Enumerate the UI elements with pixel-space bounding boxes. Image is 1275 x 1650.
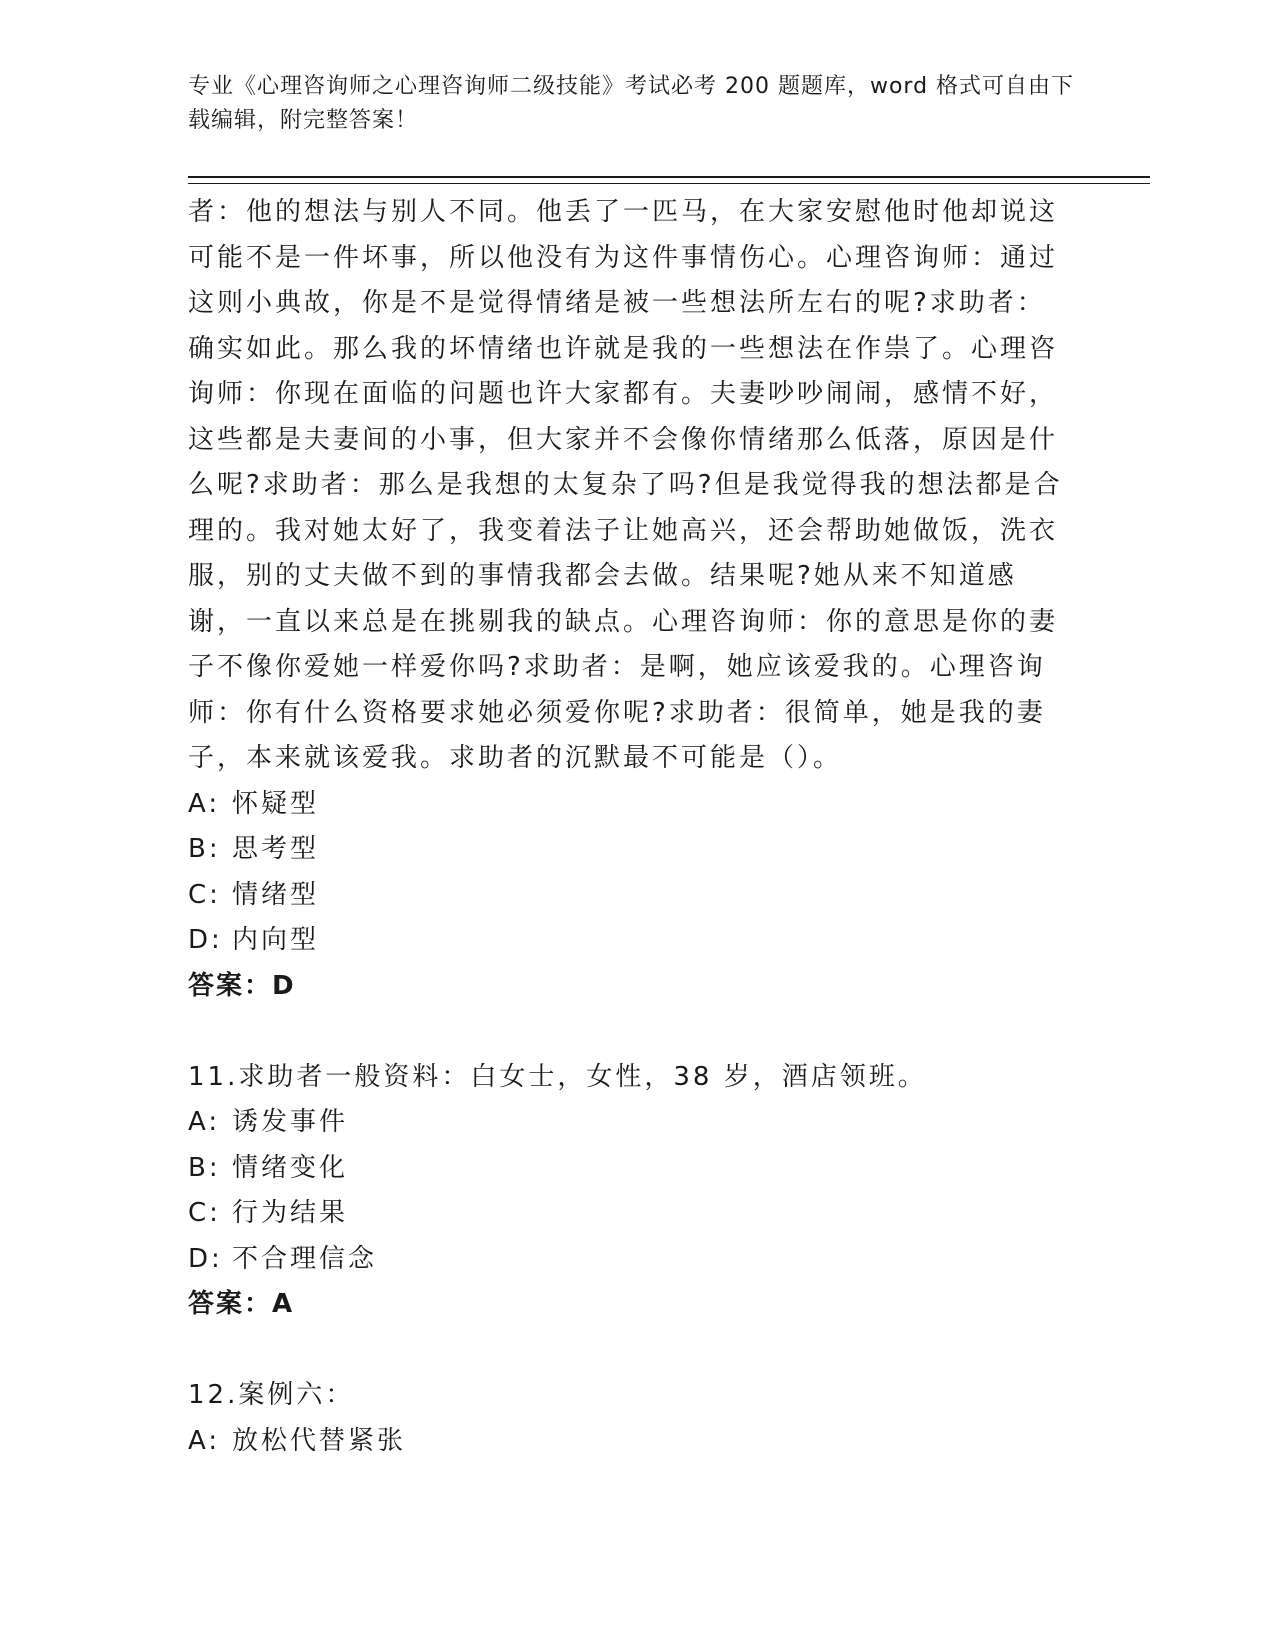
option-text: 思考型 <box>232 834 320 864</box>
header-title: 专业《心理咨询师之心理咨询师二级技能》考试必考 200 题题库，word 格式可自由下载编辑，附完整答案！ <box>188 74 1075 133</box>
header-divider-thick <box>188 176 1150 178</box>
option-a <box>188 1419 1068 1465</box>
document-header <box>188 70 1088 138</box>
question-text: 11.求助者一般资料：白女士，女性，38 岁，酒店领班。 <box>188 1061 927 1092</box>
option-b <box>188 1146 1068 1192</box>
option-text: 内向型 <box>232 925 320 955</box>
option-a <box>188 1100 1068 1146</box>
option-text: 情绪变化 <box>232 1152 349 1183</box>
option-key: D: <box>188 925 223 955</box>
question-11 <box>188 1055 1068 1328</box>
question-10 <box>188 190 1068 1009</box>
option-text: 放松代替紧张 <box>232 1425 407 1456</box>
option-key: B: <box>188 834 221 864</box>
question-12 <box>188 1373 1068 1464</box>
option-text: 不合理信念 <box>232 1243 378 1274</box>
option-b <box>188 827 1068 873</box>
answer-line: 答案：A <box>188 1289 295 1319</box>
header-divider-thin <box>188 183 1150 184</box>
spacer <box>188 1009 1068 1055</box>
option-text: 怀疑型 <box>232 788 320 819</box>
option-key: A: <box>188 788 221 819</box>
option-d <box>188 1237 1068 1283</box>
document-body <box>188 190 1068 1464</box>
answer-line: 答案：D <box>188 970 296 1001</box>
option-key: D: <box>188 1243 223 1274</box>
option-key: B: <box>188 1152 221 1183</box>
option-key: C: <box>188 879 221 910</box>
spacer <box>188 1328 1068 1374</box>
option-text: 诱发事件 <box>232 1107 349 1137</box>
question-text: 12.案例六： <box>188 1380 355 1410</box>
option-key: C: <box>188 1198 221 1228</box>
question-text: 者：他的想法与别人不同。他丢了一匹马，在大家安慰他时他却说这可能不是一件坏事，所以他没有为这件事情伤心。心理咨询师：通过这则小典故，你是不是觉得情绪是被一些想法所左右的呢?求助者：确实如此。那么我的坏情绪也许就是我的一些想法在作祟了。心理咨询师：你现在面临的问题也许大家都有。夫妻吵吵闹闹，感情不好，这些都是夫妻间的小事，但大家并不会像你情绪那么低落，原因是什么呢?求助者：那么是我想的太复杂了吗?但是我觉得我的想法都是合理的。我对她太好了，我变着法子让她高兴，还会帮助她做饭，洗衣服，别的丈夫做不到的事情我都会去做。结果呢?她从来不知道感谢，一直以来总是在挑剔我的缺点。心理咨询师：你的意思是你的妻子不像你爱她一样爱你吗?求助者：是啊，她应该爱我的。心理咨询师：你有什么资格要求她必须爱你呢?求助者：很简单，她是我的妻子，本来就该爱我。求助者的沉默最不可能是（）。 <box>188 197 1063 773</box>
option-key: A: <box>188 1107 221 1137</box>
option-c <box>188 1191 1068 1237</box>
option-c <box>188 873 1068 919</box>
option-d <box>188 918 1068 964</box>
option-a <box>188 782 1068 828</box>
option-text: 行为结果 <box>232 1198 349 1228</box>
option-key: A: <box>188 1425 221 1456</box>
option-text: 情绪型 <box>232 879 320 910</box>
